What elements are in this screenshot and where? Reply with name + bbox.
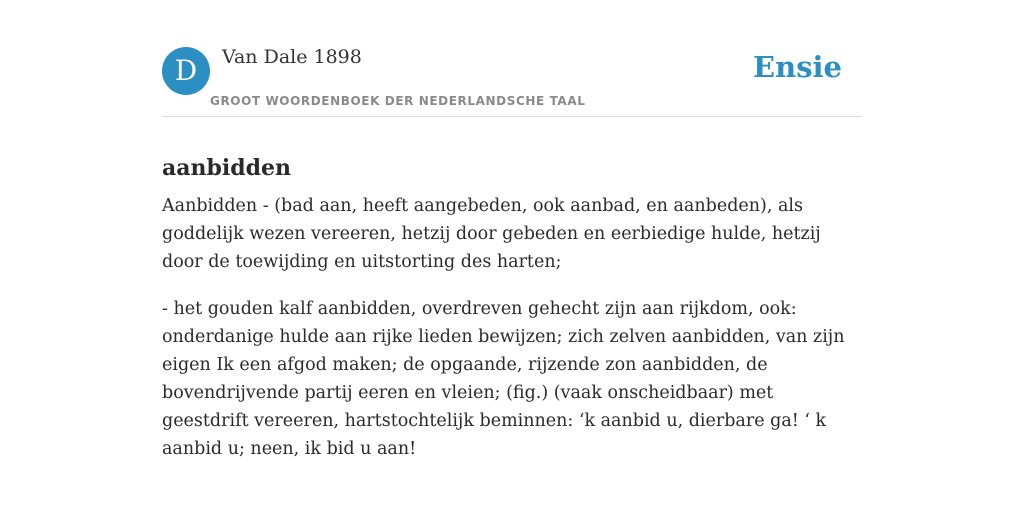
definition-paragraph: Aanbidden - (bad aan, heeft aangebeden, ook aanbad, en aanbeden), als goddelijk wezen vereeren, hetzij door gebeden en eerbiedige hulde, hetzij door de toewijding en uitstorting des harten; — [162, 196, 821, 272]
definition-paragraph: - het gouden kalf aanbidden, overdreven gehecht zijn aan rijkdom, ook: onderdanige hulde aan rijke lieden bewijzen; zich zelven aanbidden, van zijn eigen Ik een afgod maken; de opgaande, rijzende zon aanbidden, de bovendrijvende partij eeren en vleien; (fig.) (vaak onscheidbaar) met geestdrift vereeren, hartstochtelijk beminnen: ‘k aanbid u, dierbare ga! ‘ k aanbid u; neen, ik bid u aan! — [162, 299, 845, 459]
source-subtitle: GROOT WOORDENBOEK DER NEDERLANDSCHE TAAL — [210, 94, 586, 108]
source-header — [162, 44, 862, 117]
brand-logo[interactable]: Ensie — [753, 50, 842, 84]
headword: aanbidden — [162, 154, 292, 181]
dictionary-entry-page — [162, 0, 862, 512]
source-avatar[interactable]: D — [162, 47, 210, 95]
source-title[interactable]: Van Dale 1898 — [222, 46, 362, 68]
